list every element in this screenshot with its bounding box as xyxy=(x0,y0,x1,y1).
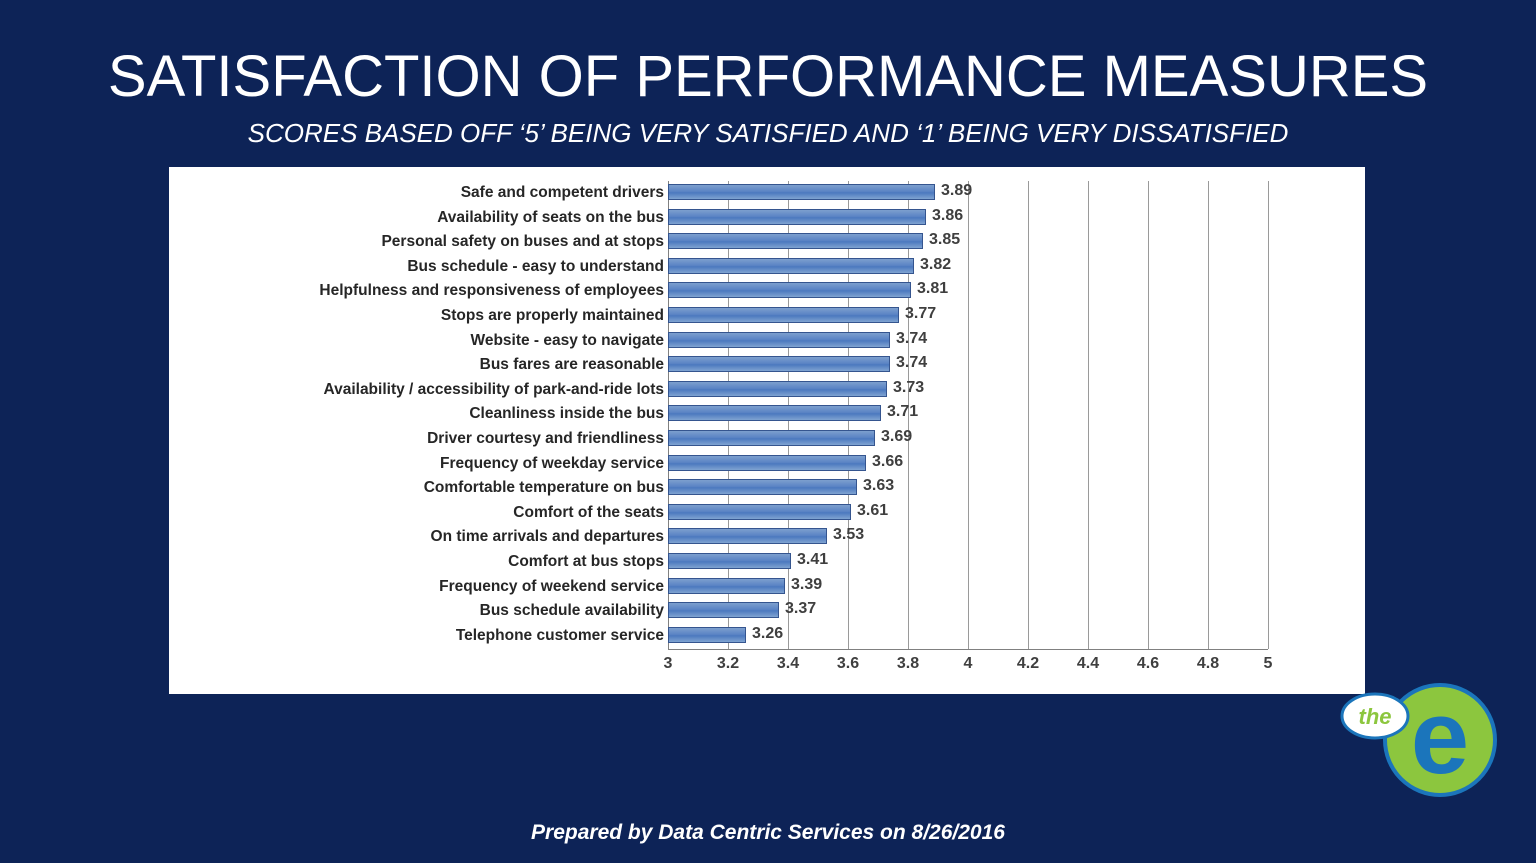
category-label: Stops are properly maintained xyxy=(440,306,664,324)
bar-value-label: 3.77 xyxy=(905,304,937,322)
bar-series xyxy=(668,181,1268,648)
bar-value-label: 3.89 xyxy=(941,182,973,199)
bar[interactable] xyxy=(668,184,935,200)
bar-row[interactable] xyxy=(668,550,1268,575)
category-axis-line xyxy=(668,649,1268,650)
category-label: Bus fares are reasonable xyxy=(479,356,664,374)
x-axis-tick-label: 5 xyxy=(1263,655,1273,672)
bar-row[interactable] xyxy=(668,599,1268,624)
x-axis-tick-label: 3.2 xyxy=(716,655,740,672)
bar-row[interactable] xyxy=(668,378,1268,403)
bar-row[interactable] xyxy=(668,255,1268,280)
bar[interactable] xyxy=(668,430,875,446)
bar-value-label: 3.61 xyxy=(857,501,889,519)
bar-value-label: 3.39 xyxy=(791,575,823,593)
bar[interactable] xyxy=(668,233,923,249)
category-label: Availability / accessibility of park-and-ride lots xyxy=(323,380,664,398)
bar[interactable] xyxy=(668,332,890,348)
x-axis-tick-label: 3.8 xyxy=(896,655,920,672)
category-axis-labels xyxy=(179,181,664,648)
bar-value-label: 3.74 xyxy=(896,329,928,347)
bar-value-label: 3.63 xyxy=(863,477,895,495)
svg-text:the: the xyxy=(1358,704,1392,729)
bar[interactable] xyxy=(668,504,851,520)
x-axis-tick-label: 4.2 xyxy=(1016,655,1040,672)
category-label: Availability of seats on the bus xyxy=(437,208,664,226)
bar[interactable] xyxy=(668,356,890,372)
bar-row[interactable] xyxy=(668,575,1268,600)
category-label: Telephone customer service xyxy=(455,626,664,644)
category-label: Safe and competent drivers xyxy=(460,184,664,201)
bar-value-label: 3.82 xyxy=(920,255,952,273)
category-label: Bus schedule availability xyxy=(479,602,664,620)
grid-line xyxy=(1268,181,1269,649)
bar-row[interactable] xyxy=(668,353,1268,378)
x-axis-tick-label: 4.8 xyxy=(1196,655,1220,672)
bar-row[interactable] xyxy=(668,304,1268,329)
bar-value-label: 3.86 xyxy=(932,206,964,224)
bar[interactable] xyxy=(668,553,791,569)
bar-value-label: 3.74 xyxy=(896,354,928,372)
x-axis-tick-label: 4.4 xyxy=(1076,655,1100,672)
bar[interactable] xyxy=(668,307,899,323)
bar-value-label: 3.53 xyxy=(833,526,865,544)
x-axis-tick-label: 3.4 xyxy=(776,655,800,672)
bar-row[interactable] xyxy=(668,624,1268,649)
category-label: Comfort at bus stops xyxy=(508,552,664,570)
value-axis-ticks xyxy=(663,655,1273,681)
page-subtitle: SCORES BASED OFF ‘5’ BEING VERY SATISFIED AND ‘1’ BEING VERY DISSATISFIED xyxy=(247,118,1289,148)
bar-value-label: 3.71 xyxy=(887,403,919,421)
bar-row[interactable] xyxy=(668,206,1268,231)
category-label: Cleanliness inside the bus xyxy=(469,405,664,423)
bar[interactable] xyxy=(668,381,887,397)
bar-row[interactable] xyxy=(668,525,1268,550)
category-label: Frequency of weekday service xyxy=(439,454,664,472)
bar[interactable] xyxy=(668,602,779,618)
category-label: Website - easy to navigate xyxy=(470,331,664,349)
bar-row[interactable] xyxy=(668,329,1268,354)
category-label: Bus schedule - easy to understand xyxy=(407,257,664,275)
category-label: Comfort of the seats xyxy=(513,503,664,521)
x-axis-tick-label: 3.6 xyxy=(836,655,860,672)
logo-icon xyxy=(1335,678,1500,798)
bar[interactable] xyxy=(668,405,881,421)
category-label: Comfortable temperature on bus xyxy=(423,479,664,497)
bar-row[interactable] xyxy=(668,279,1268,304)
bar[interactable] xyxy=(668,258,914,274)
bar[interactable] xyxy=(668,282,911,298)
bar-value-label: 3.81 xyxy=(917,280,949,298)
category-label: Helpfulness and responsiveness of employees xyxy=(319,282,664,300)
bar[interactable] xyxy=(668,209,926,225)
chart-area xyxy=(169,175,1365,687)
category-label: Personal safety on buses and at stops xyxy=(381,233,664,251)
bar-value-label: 3.85 xyxy=(929,231,961,249)
bar[interactable] xyxy=(668,528,827,544)
bar[interactable] xyxy=(668,578,785,594)
page-title: SATISFACTION OF PERFORMANCE MEASURES xyxy=(107,44,1429,109)
bar-value-label: 3.69 xyxy=(881,427,913,445)
bar[interactable] xyxy=(668,479,857,495)
category-label: Frequency of weekend service xyxy=(439,577,664,595)
bar-value-label: 3.73 xyxy=(893,378,925,396)
x-axis-tick-label: 4.6 xyxy=(1136,655,1160,672)
bar-row[interactable] xyxy=(668,181,1268,206)
bar-value-label: 3.37 xyxy=(785,600,817,618)
bar-row[interactable] xyxy=(668,427,1268,452)
x-axis-tick-label: 4 xyxy=(963,655,973,672)
bar-value-label: 3.26 xyxy=(752,624,784,642)
category-label: Driver courtesy and friendliness xyxy=(427,429,664,447)
plot-area xyxy=(668,181,1268,651)
bar-value-label: 3.66 xyxy=(872,452,904,470)
bar-row[interactable] xyxy=(668,501,1268,526)
x-axis-tick-label: 3 xyxy=(663,655,673,672)
chart-panel xyxy=(169,167,1365,694)
bar-row[interactable] xyxy=(668,230,1268,255)
the-e-logo xyxy=(1335,678,1500,798)
bar-row[interactable] xyxy=(668,452,1268,477)
bar-value-label: 3.41 xyxy=(797,550,829,568)
category-label: On time arrivals and departures xyxy=(430,528,664,546)
footer-credit: Prepared by Data Centric Services on 8/26/2016 xyxy=(531,821,1005,844)
bar-row[interactable] xyxy=(668,402,1268,427)
bar[interactable] xyxy=(668,627,746,643)
bar-row[interactable] xyxy=(668,476,1268,501)
bar[interactable] xyxy=(668,455,866,471)
svg-text:e: e xyxy=(1410,679,1470,796)
